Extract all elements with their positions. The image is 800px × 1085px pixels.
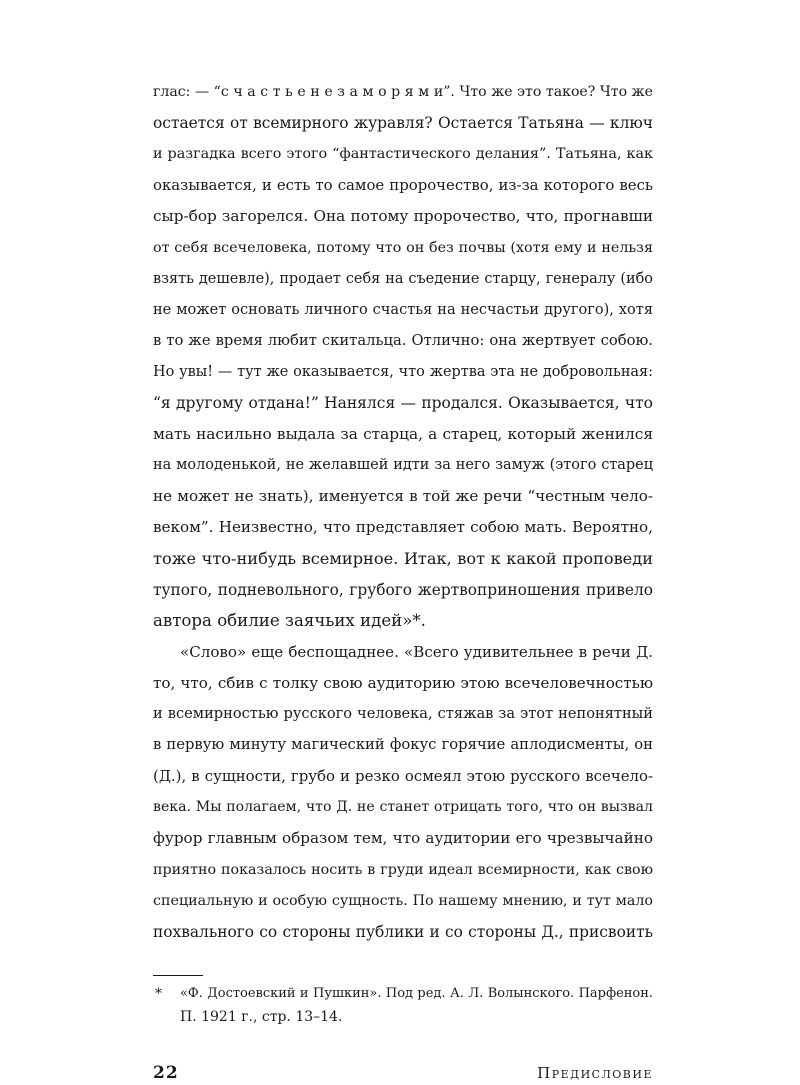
body-line: века. Мы полагаем, что Д. не станет отрицать того, что он вызвал bbox=[153, 799, 653, 816]
footnote-line: «Ф. Достоевский и Пушкин». Под ред. А. Л. Волынского. Парфенон. bbox=[180, 985, 653, 1001]
page-number: 22 bbox=[153, 1062, 179, 1083]
body-line: (Д.), в сущности, грубо и резко осмеял этою русского всечело- bbox=[153, 767, 653, 786]
body-line: не может не знать), именуется в той же речи “честным чело- bbox=[153, 487, 653, 506]
body-line: в первую минуту магический фокус горячие аплодисменты, он bbox=[153, 736, 653, 754]
body-line: Но увы! — тут же оказывается, что жертва эта не добровольная: bbox=[153, 363, 653, 380]
footnote-marker: * bbox=[155, 985, 162, 1002]
body-line: приятно показалось носить в груди идеал всемирности, как свою bbox=[153, 861, 653, 878]
body-line: веком”. Неизвестно, что представляет собою мать. Вероятно, bbox=[153, 518, 653, 537]
footnote-rule bbox=[153, 975, 203, 976]
body-line: автора обилие заячьих идей»*. bbox=[153, 610, 426, 630]
body-line: от себя всечеловека, потому что он без почвы (хотя ему и нельзя bbox=[153, 239, 653, 256]
footnote-line: П. 1921 г., стр. 13–14. bbox=[180, 1008, 343, 1025]
body-line: фурор главным образом тем, что аудитории его чрезвычайно bbox=[153, 829, 653, 848]
body-line: тоже что-нибудь всемирное. Итак, вот к какой проповеди bbox=[153, 548, 653, 568]
body-line: остается от всемирного журавля? Остается Татьяна — ключ bbox=[153, 114, 653, 133]
body-line: тупого, подневольного, грубого жертвоприношения привело bbox=[153, 580, 653, 599]
body-line: взять дешевле), продает себя на съедение старцу, генералу (ибо bbox=[153, 270, 653, 287]
body-line: специальную и особую сущность. По нашему мнению, и тут мало bbox=[153, 892, 653, 909]
body-line: в то же время любит скитальца. Отлично: она жертвует собою. bbox=[153, 331, 653, 349]
running-head: Предисловие bbox=[537, 1063, 653, 1082]
body-line: похвального со стороны публики и со стороны Д., присвоить bbox=[153, 922, 653, 941]
body-line: сыр-бор загорелся. Она потому пророчество, что, прогнавши bbox=[153, 207, 653, 226]
body-line: и разгадка всего этого “фантастического делания”. Татьяна, как bbox=[153, 146, 653, 163]
body-line: оказывается, и есть то самое пророчество, из-за которого весь bbox=[153, 176, 653, 195]
body-line: на молоденькой, не желавшей идти за него замуж (этого старец bbox=[153, 457, 653, 474]
body-line: глас: — “с ч а с т ь е н е з а м о р я м и”. Что же это такое? Что же bbox=[153, 84, 653, 100]
body-line: не может основать личного счастья на несчастьи другого), хотя bbox=[153, 301, 653, 318]
body-line: то, что, сбив с толку свою аудиторию этою всечеловечностью bbox=[153, 673, 653, 692]
paragraph-first-line: «Слово» еще беспощаднее. «Всего удивительнее в речи Д. bbox=[180, 642, 653, 661]
body-line: мать насильно выдала за старца, а старец, который женился bbox=[153, 425, 653, 444]
body-line: “я другому отдана!” Нанялся — продался. Оказывается, что bbox=[153, 394, 653, 412]
body-line: и всемирностью русского человека, стяжав за этот непонятный bbox=[153, 705, 653, 722]
